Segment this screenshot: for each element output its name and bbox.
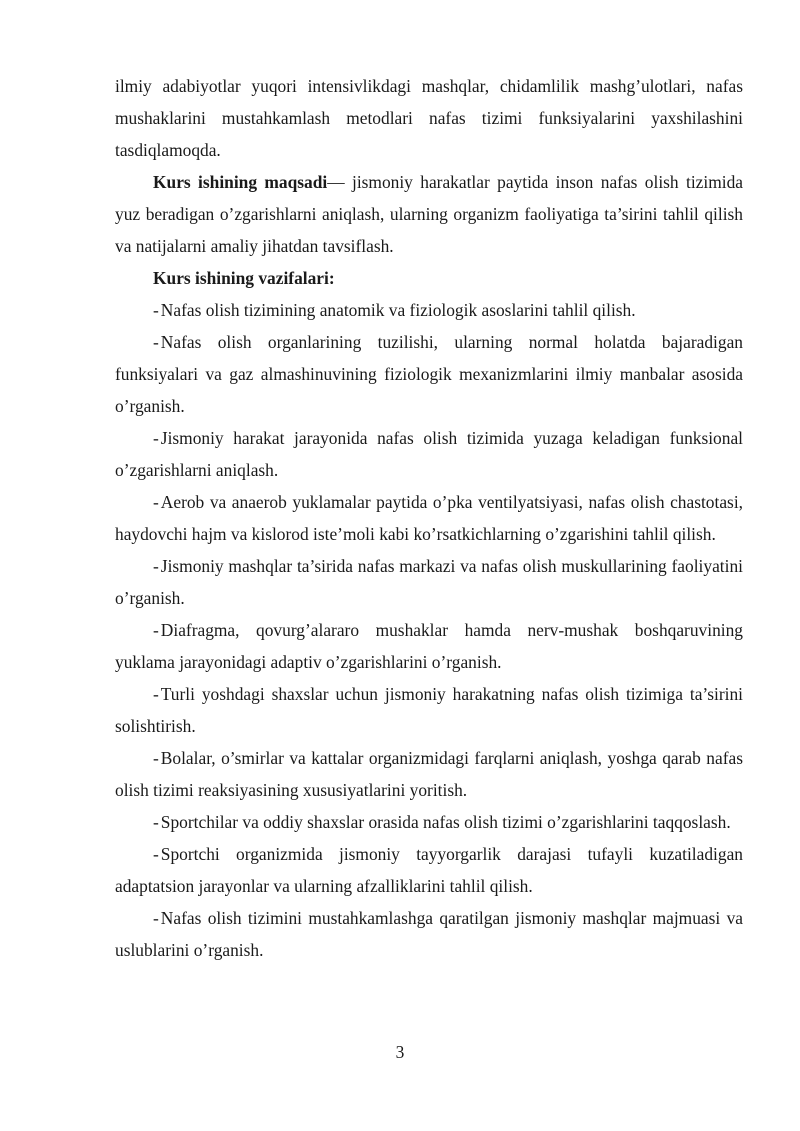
list-dash: - bbox=[153, 492, 159, 512]
task-text: Jismoniy mashqlar ta’sirida nafas markazi va nafas olish muskullarining faoliyatini o’rganish. bbox=[115, 556, 743, 608]
task-item bbox=[115, 550, 743, 614]
task-text: Aerob va anaerob yuklamalar paytida o’pka ventilyatsiyasi, nafas olish chastotasi, haydovchi hajm va kislorod iste’moli kabi ko’rsatkichlarning o’zgarishini tahlil qilish. bbox=[115, 492, 743, 544]
task-item bbox=[115, 614, 743, 678]
list-dash: - bbox=[153, 908, 159, 928]
task-text: Nafas olish tizimini mustahkamlashga qaratilgan jismoniy mashqlar majmuasi va uslublarini o’rganish. bbox=[115, 908, 743, 960]
list-dash: - bbox=[153, 812, 159, 832]
task-item bbox=[115, 326, 743, 422]
page-number: 3 bbox=[395, 1042, 405, 1062]
task-text: Diafragma, qovurg’alararo mushaklar hamda nerv-mushak boshqaruvining yuklama jarayonidagi adaptiv o’zgarishlarini o’rganish. bbox=[115, 620, 743, 672]
list-dash: - bbox=[153, 332, 159, 352]
list-dash: - bbox=[153, 556, 159, 576]
task-item bbox=[115, 678, 743, 742]
list-dash: - bbox=[153, 844, 159, 864]
task-text: Sportchilar va oddiy shaxslar orasida nafas olish tizimi o’zgarishlarini taqqoslash. bbox=[160, 812, 731, 832]
goal-label: Kurs ishining maqsadi bbox=[153, 172, 328, 192]
task-text: Nafas olish tizimining anatomik va fiziologik asoslarini tahlil qilish. bbox=[160, 300, 636, 320]
list-dash: - bbox=[153, 300, 159, 320]
tasks-heading: Kurs ishining vazifalari: bbox=[153, 268, 335, 288]
goal-text: jismoniy harakatlar paytida inson nafas olish tizimida yuz beradigan o’zgarishlarni aniqlash, ularning organizm faoliyatiga ta’sirini tahlil qilish va natijalarni amaliy jihatdan tavsiflash. bbox=[115, 172, 743, 256]
task-text: Jismoniy harakat jarayonida nafas olish tizimida yuzaga keladigan funksional o’zgarishlarni aniqlash. bbox=[115, 428, 743, 480]
task-item bbox=[115, 422, 743, 486]
task-item bbox=[115, 806, 743, 838]
goal-dash: — bbox=[327, 172, 345, 192]
goal-paragraph bbox=[115, 166, 743, 262]
task-text: Bolalar, o’smirlar va kattalar organizmidagi farqlarni aniqlash, yoshga qarab nafas olish tizimi reaksiyasining xususiyatlarini yoritish. bbox=[115, 748, 743, 800]
task-item bbox=[115, 838, 743, 902]
task-item bbox=[115, 742, 743, 806]
intro-paragraph: ilmiy adabiyotlar yuqori intensivlikdagi mashqlar, chidamlilik mashg’ulotlari, nafas mushaklarini mustahkamlash metodlari nafas tizimi funksiyalarini yaxshilashini tasdiqlamoqda. bbox=[115, 76, 743, 160]
task-text: Nafas olish organlarining tuzilishi, ularning normal holatda bajaradigan funksiyalari va gaz almashinuvining fiziologik mexanizmlarini ilmiy manbalar asosida o’rganish. bbox=[115, 332, 743, 416]
task-item bbox=[115, 294, 743, 326]
list-dash: - bbox=[153, 620, 159, 640]
task-item bbox=[115, 486, 743, 550]
document-page bbox=[115, 70, 743, 966]
task-text: Turli yoshdagi shaxslar uchun jismoniy harakatning nafas olish tizimiga ta’sirini solishtirish. bbox=[115, 684, 743, 736]
list-dash: - bbox=[153, 748, 159, 768]
task-text: Sportchi organizmida jismoniy tayyorgarlik darajasi tufayli kuzatiladigan adaptatsion jarayonlar va ularning afzalliklarini tahlil qilish. bbox=[115, 844, 743, 896]
list-dash: - bbox=[153, 428, 159, 448]
list-dash: - bbox=[153, 684, 159, 704]
task-item bbox=[115, 902, 743, 966]
